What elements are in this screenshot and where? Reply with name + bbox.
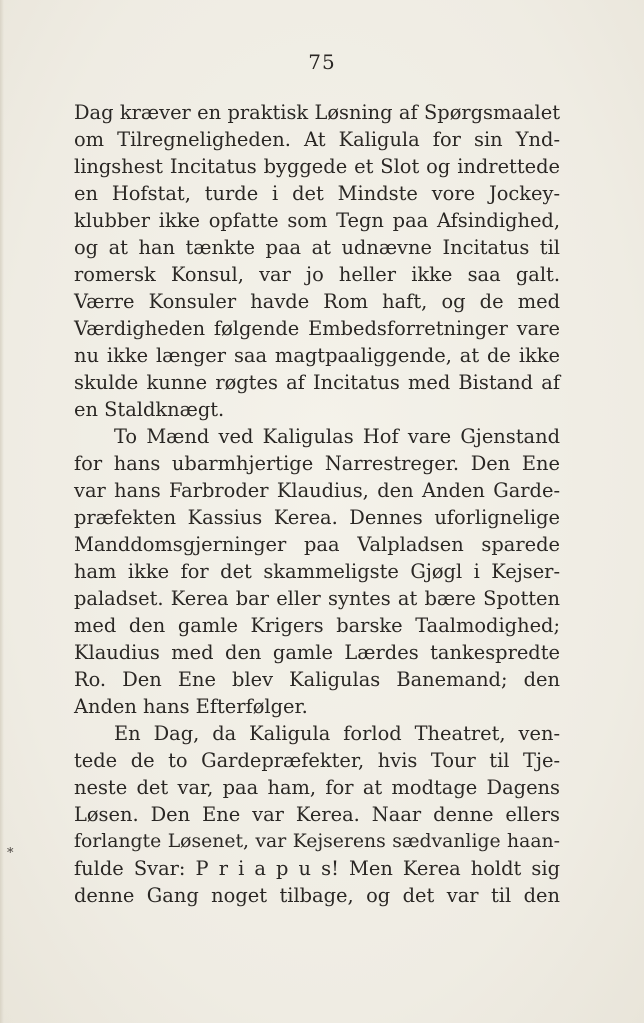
- body-text: [74, 99, 560, 909]
- text-line: tede de to Gardepræfekter, hvis Tour til Tje-: [74, 749, 560, 772]
- text-line: Værdigheden følgende Embedsforretninger vare: [74, 317, 560, 340]
- text-line: en Staldknægt.: [74, 398, 225, 421]
- text-line: fulde Svar: P r i a p u s! Men Kerea holdt sig: [74, 857, 560, 880]
- text-line: ham ikke for det skammeligste Gjøgl i Kejser-: [74, 560, 560, 583]
- text-line: paladset. Kerea bar eller syntes at bære Spotten: [74, 587, 560, 610]
- text-line: Ro. Den Ene blev Kaligulas Banemand; den: [74, 668, 560, 691]
- text-line: neste det var, paa ham, for at modtage Dagens: [74, 776, 560, 799]
- text-line: for hans ubarmhjertige Narrestreger. Den Ene: [74, 452, 560, 475]
- page-left-edge: [0, 0, 4, 1023]
- text-line: Manddomsgjerninger paa Valpladsen sparede: [74, 533, 560, 556]
- page-number: 75: [308, 50, 336, 74]
- text-line: klubber ikke opfatte som Tegn paa Afsindighed,: [74, 209, 560, 232]
- text-line: Værre Konsuler havde Rom haft, og de med: [74, 290, 560, 313]
- text-line: præfekten Kassius Kerea. Dennes uforlignelige: [74, 506, 560, 529]
- text-line: om Tilregneligheden. At Kaligula for sin Ynd-: [74, 128, 560, 151]
- text-line: Dag kræver en praktisk Løsning af Spørgsmaalet: [74, 101, 560, 124]
- text-line: en Hofstat, turde i det Mindste vore Jockey-: [74, 182, 560, 205]
- text-line: var hans Farbroder Klaudius, den Anden Garde-: [74, 479, 560, 502]
- text-line: forlangte Løsenet, var Kejserens sædvanlige haan-: [74, 831, 560, 852]
- text-line: Anden hans Efterfølger.: [74, 695, 308, 718]
- text-line: skulde kunne røgtes af Incitatus med Bistand af: [74, 371, 560, 394]
- text-line: En Dag, da Kaligula forlod Theatret, ven-: [114, 722, 560, 745]
- text-line: nu ikke længer saa magtpaaliggende, at de ikke: [74, 344, 560, 367]
- text-line: med den gamle Krigers barske Taalmodighed;: [74, 614, 560, 637]
- text-line: To Mænd ved Kaligulas Hof vare Gjenstand: [114, 425, 560, 448]
- text-line: lingshest Incitatus byggede et Slot og indrettede: [74, 155, 560, 178]
- margin-mark: *: [7, 846, 14, 861]
- text-line: romersk Konsul, var jo heller ikke saa galt.: [74, 263, 560, 286]
- text-line: Løsen. Den Ene var Kerea. Naar denne ellers: [74, 803, 560, 826]
- text-line: Klaudius med den gamle Lærdes tankespredte: [74, 641, 560, 664]
- text-line: og at han tænkte paa at udnævne Incitatus til: [74, 236, 560, 259]
- text-line: denne Gang noget tilbage, og det var til den: [74, 884, 560, 907]
